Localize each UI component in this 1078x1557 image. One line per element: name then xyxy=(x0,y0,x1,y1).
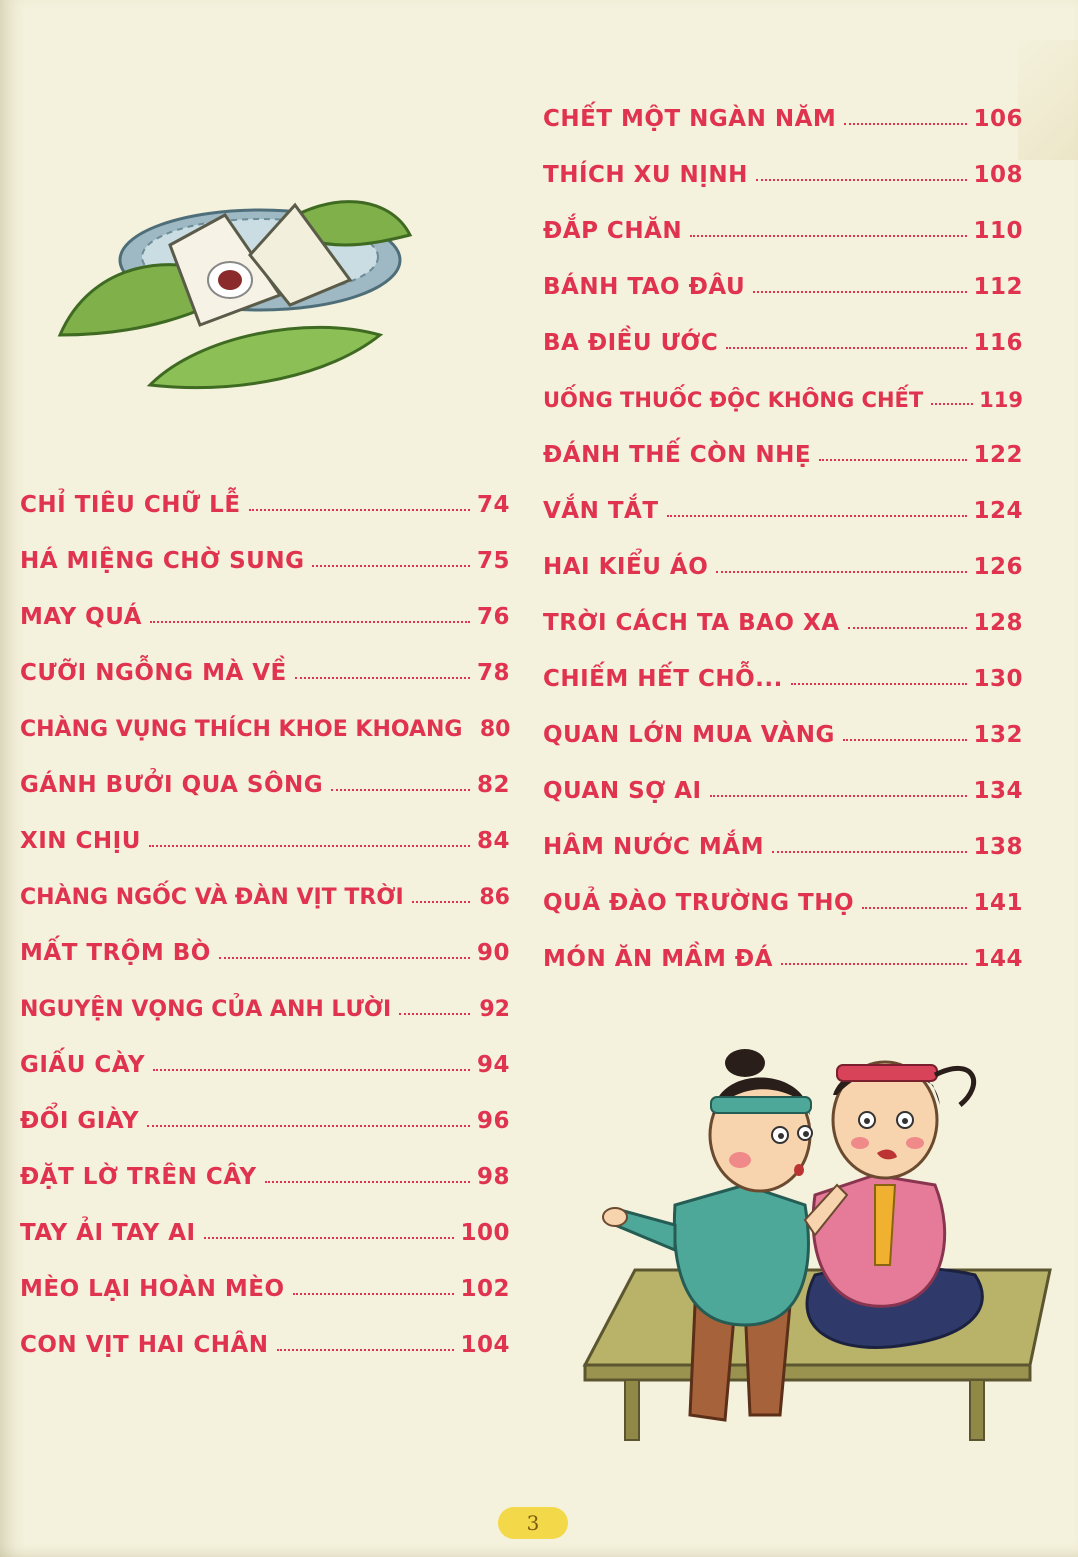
toc-leader-dots xyxy=(249,508,470,511)
toc-leader-dots xyxy=(667,514,968,517)
toc-item[interactable] xyxy=(543,860,1023,916)
toc-item-page: 102 xyxy=(460,1276,510,1302)
toc-item-title: CHIẾM HẾT CHỖ... xyxy=(543,666,783,692)
toc-item[interactable] xyxy=(543,916,1023,972)
toc-item-page: 74 xyxy=(476,492,510,518)
toc-leader-dots xyxy=(312,564,470,567)
toc-item[interactable] xyxy=(543,356,1023,412)
toc-item-page: 84 xyxy=(476,828,510,854)
toc-item[interactable] xyxy=(20,1190,510,1246)
toc-item-page: 104 xyxy=(460,1332,510,1358)
toc-item[interactable] xyxy=(543,412,1023,468)
toc-item[interactable] xyxy=(543,188,1023,244)
toc-leader-dots xyxy=(848,626,968,629)
toc-item-page: 86 xyxy=(479,885,510,910)
toc-item-page: 106 xyxy=(973,106,1023,132)
toc-item-page: 134 xyxy=(973,778,1023,804)
toc-item[interactable] xyxy=(20,518,510,574)
toc-item[interactable] xyxy=(20,1246,510,1302)
toc-item-title: VẮN TẮT xyxy=(543,498,659,524)
toc-item-title: CHÀNG NGỐC VÀ ĐÀN VỊT TRỜI xyxy=(20,885,404,910)
toc-item-title: CHẾT MỘT NGÀN NĂM xyxy=(543,106,837,132)
toc-item[interactable] xyxy=(543,300,1023,356)
toc-item-title: HÁ MIỆNG CHỜ SUNG xyxy=(20,548,305,574)
toc-item-title: HAI KIỂU ÁO xyxy=(543,554,709,580)
toc-item-page: 76 xyxy=(476,604,510,630)
toc-leader-dots xyxy=(331,788,470,791)
toc-item-title: MÈO LẠI HOÀN MÈO xyxy=(20,1276,285,1302)
toc-leader-dots xyxy=(862,906,967,909)
toc-leader-dots xyxy=(756,178,968,181)
toc-leader-dots xyxy=(726,346,967,349)
toc-item-page: 132 xyxy=(973,722,1023,748)
toc-item-title: UỐNG THUỐC ĐỘC KHÔNG CHẾT xyxy=(543,388,924,412)
toc-item-page: 98 xyxy=(476,1164,510,1190)
page-number-badge xyxy=(498,1507,568,1539)
toc-leader-dots xyxy=(149,844,470,847)
toc-item[interactable] xyxy=(20,630,510,686)
page-number: 3 xyxy=(526,1511,540,1535)
toc-item[interactable] xyxy=(20,854,510,910)
toc-leader-dots xyxy=(753,290,967,293)
toc-leader-dots xyxy=(293,1292,455,1295)
toc-item-title: MAY QUÁ xyxy=(20,604,142,630)
toc-leader-dots xyxy=(716,570,967,573)
toc-item-page: 116 xyxy=(973,330,1023,356)
toc-item-title: ĐỔI GIÀY xyxy=(20,1108,140,1134)
toc-item-title: QUẢ ĐÀO TRƯỜNG THỌ xyxy=(543,890,854,916)
toc-item[interactable] xyxy=(20,1302,510,1358)
toc-leader-dots xyxy=(791,682,968,685)
couple-illustration xyxy=(575,1035,1055,1455)
toc-item[interactable] xyxy=(20,462,510,518)
toc-item-page: 128 xyxy=(973,610,1023,636)
toc-item[interactable] xyxy=(20,798,510,854)
toc-item-page: 92 xyxy=(479,997,510,1022)
toc-right-column xyxy=(543,76,1023,972)
toc-item-page: 124 xyxy=(973,498,1023,524)
toc-item-page: 141 xyxy=(973,890,1023,916)
toc-item[interactable] xyxy=(543,244,1023,300)
toc-item-page: 78 xyxy=(476,660,510,686)
toc-item-title: ĐẶT LỜ TRÊN CÂY xyxy=(20,1164,257,1190)
toc-leader-dots xyxy=(843,738,968,741)
toc-item[interactable] xyxy=(543,468,1023,524)
toc-item-title: ĐÁNH THẾ CÒN NHẸ xyxy=(543,442,812,468)
toc-item-page: 110 xyxy=(973,218,1023,244)
toc-item[interactable] xyxy=(20,966,510,1022)
toc-item-title: TRỜI CÁCH TA BAO XA xyxy=(543,610,840,636)
toc-item-title: ĐẮP CHĂN xyxy=(543,218,683,244)
toc-item-title: CHỈ TIÊU CHỮ LỄ xyxy=(20,492,241,518)
toc-item[interactable] xyxy=(543,636,1023,692)
toc-item[interactable] xyxy=(543,580,1023,636)
toc-item-title: QUAN SỢ AI xyxy=(543,778,702,804)
toc-leader-dots xyxy=(277,1348,455,1351)
toc-item[interactable] xyxy=(20,910,510,966)
toc-item-page: 108 xyxy=(973,162,1023,188)
toc-item[interactable] xyxy=(20,574,510,630)
toc-item[interactable] xyxy=(20,1022,510,1078)
toc-item[interactable] xyxy=(20,1078,510,1134)
toc-item[interactable] xyxy=(543,692,1023,748)
toc-item-title: GIẤU CÀY xyxy=(20,1052,146,1078)
toc-item-page: 82 xyxy=(476,772,510,798)
toc-item-title: HÂM NƯỚC MẮM xyxy=(543,834,764,860)
toc-item[interactable] xyxy=(543,804,1023,860)
toc-item-page: 138 xyxy=(973,834,1023,860)
toc-item-title: MÓN ĂN MẦM ĐÁ xyxy=(543,946,773,972)
toc-item[interactable] xyxy=(543,76,1023,132)
toc-item-page: 126 xyxy=(973,554,1023,580)
toc-item-page: 122 xyxy=(973,442,1023,468)
toc-leader-dots xyxy=(204,1236,455,1239)
toc-item-title: CON VỊT HAI CHÂN xyxy=(20,1332,269,1358)
toc-item-page: 80 xyxy=(479,717,511,742)
toc-item-page: 90 xyxy=(476,940,510,966)
toc-item-title: BA ĐIỀU ƯỚC xyxy=(543,330,719,356)
toc-item-page: 144 xyxy=(973,946,1023,972)
toc-item-page: 112 xyxy=(973,274,1023,300)
toc-leader-dots xyxy=(772,850,968,853)
toc-leader-dots xyxy=(150,620,470,623)
toc-item-title: XIN CHỊU xyxy=(20,828,141,854)
toc-item[interactable] xyxy=(20,686,510,742)
toc-leader-dots xyxy=(781,962,968,965)
toc-item-title: NGUYỆN VỌNG CỦA ANH LƯỜI xyxy=(20,997,392,1022)
toc-item-page: 94 xyxy=(476,1052,510,1078)
toc-leader-dots xyxy=(219,956,470,959)
toc-leader-dots xyxy=(265,1180,470,1183)
toc-item[interactable] xyxy=(20,742,510,798)
toc-item-page: 100 xyxy=(460,1220,510,1246)
toc-item-page: 75 xyxy=(476,548,510,574)
page-corner-shade xyxy=(1018,40,1078,160)
toc-leader-dots xyxy=(153,1068,470,1071)
dumpling-illustration xyxy=(50,185,420,405)
toc-item-title: MẤT TRỘM BÒ xyxy=(20,940,211,966)
toc-leader-dots xyxy=(399,1012,470,1015)
toc-leader-dots xyxy=(147,1124,470,1127)
toc-item-title: THÍCH XU NỊNH xyxy=(543,162,748,188)
toc-item-page: 130 xyxy=(973,666,1023,692)
toc-left-column xyxy=(20,462,510,1358)
toc-leader-dots xyxy=(931,402,973,405)
toc-leader-dots xyxy=(690,234,967,237)
toc-item-page: 96 xyxy=(476,1108,510,1134)
toc-item-title: CƯỠI NGỖNG MÀ VỀ xyxy=(20,660,287,686)
toc-leader-dots xyxy=(710,794,968,797)
toc-item-title: CHÀNG VỤNG THÍCH KHOE KHOANG xyxy=(20,717,463,742)
toc-leader-dots xyxy=(412,900,470,903)
toc-item[interactable] xyxy=(543,524,1023,580)
toc-leader-dots xyxy=(295,676,470,679)
toc-item-title: TAY ẢI TAY AI xyxy=(20,1220,196,1246)
toc-item-title: BÁNH TAO ĐÂU xyxy=(543,274,746,300)
toc-leader-dots xyxy=(844,122,967,125)
toc-item-page: 119 xyxy=(979,388,1023,412)
toc-item-title: GÁNH BƯỞI QUA SÔNG xyxy=(20,772,324,798)
toc-item[interactable] xyxy=(543,132,1023,188)
toc-item-title: QUAN LỚN MUA VÀNG xyxy=(543,722,835,748)
toc-item[interactable] xyxy=(543,748,1023,804)
toc-leader-dots xyxy=(819,458,967,461)
toc-item[interactable] xyxy=(20,1134,510,1190)
